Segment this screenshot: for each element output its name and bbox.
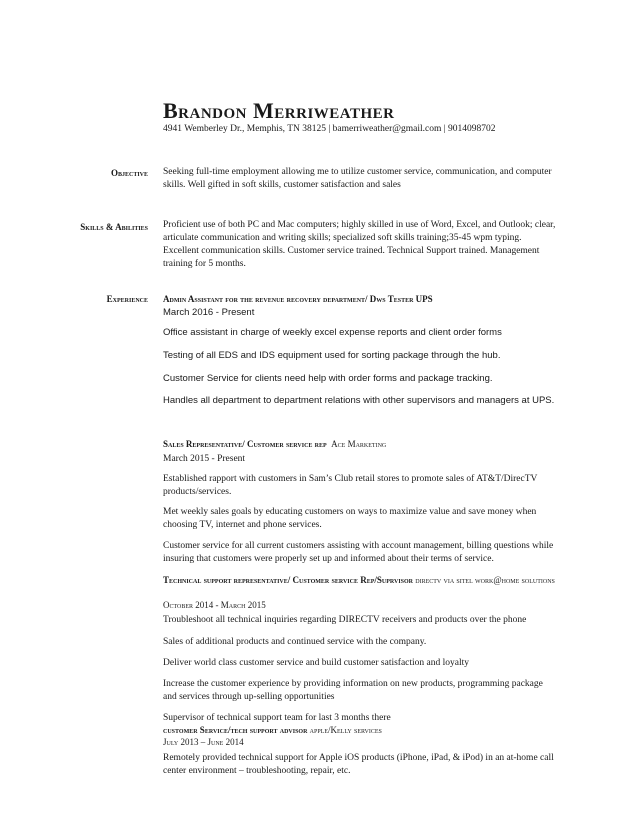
job3-title: [163, 574, 563, 586]
job1-title: Admin Assistant for the revenue recovery department/ Dws Tester UPS: [163, 294, 433, 304]
skills-text: Proficient use of both PC and Mac computers; highly skilled in use of Word, Excel, and Outlook; clear, articulate communication and writing skills; specialized soft skills training;35-45 wpm typing. Excellent communication skills. Customer service trained. Technical Support trained. Management training for 5 months.: [163, 220, 556, 269]
job2-title-text: Sales Representative/ Customer service rep: [163, 439, 327, 449]
job3-bullet-2: Sales of additional products and continued service with the company.: [163, 637, 427, 647]
skills-label: Skills & Abilities: [80, 222, 148, 232]
job4-dates: July 2013 – June 2014: [163, 737, 244, 747]
job2-bullet-1: Established rapport with customers in Sam’s Club retail stores to promote sales of AT&T/DirecTV products/services.: [163, 474, 538, 497]
job2-dates: March 2015 - Present: [163, 454, 246, 464]
job3-title-text: Technical support representative/ Customer service Rep/Suprvisor: [163, 575, 413, 585]
job2-bullet-3: Customer service for all current customers assisting with account management, billing questions while insuring that customers were properly set up and informed about their terms of service.: [163, 541, 554, 564]
job2-bullet-2: Met weekly sales goals by educating customers on ways to maximize value and save money when choosing TV, internet and phone services.: [163, 507, 537, 530]
contact-line: 4941 Wemberley Dr., Memphis, TN 38125 | bamerriweather@gmail.com | 9014098702: [163, 124, 496, 134]
objective-text: Seeking full-time employment allowing me to utilize customer service, communication, and computer skills. Well gifted in soft skills, customer satisfaction and sales: [163, 167, 552, 190]
job3-bullet-5: Supervisor of technical support team for last 3 months there: [163, 713, 391, 723]
job3-bullet-3: Deliver world class customer service and build customer satisfaction and loyalty: [163, 658, 470, 668]
job1-bullet-1: Office assistant in charge of weekly excel expense reports and client order forms: [163, 327, 502, 338]
job4-title: [163, 724, 563, 736]
job3-bullet-1: Troubleshoot all technical inquiries regarding DIRECTV receivers and products over the phone: [163, 615, 527, 625]
resume-name: Brandon Merriweather: [163, 98, 395, 123]
job1-bullet-2: Testing of all EDS and IDS equipment used for sorting package through the hub.: [163, 350, 501, 361]
job1-dates: March 2016 - Present: [163, 307, 255, 318]
job1-bullet-3: Customer Service for clients need help with order forms and package tracking.: [163, 373, 493, 384]
objective-label: Objective: [110, 168, 148, 178]
job3-bullet-4: Increase the customer experience by providing information on new products, programming package and services through up-selling opportunities: [163, 679, 543, 702]
job2-company: Ace Marketing: [331, 439, 387, 449]
job3-dates: October 2014 - March 2015: [163, 600, 266, 610]
job3-company: directv via sitel work@home solutions: [415, 575, 555, 585]
job2-title: [163, 438, 563, 450]
job1-bullet-4: Handles all department to department relations with other supervisors and managers at UPS.: [163, 395, 555, 406]
job4-company: apple/Kelly services: [309, 725, 382, 735]
job4-title-text: customer Service/tech support advisor: [163, 725, 308, 735]
experience-label: Experience: [106, 294, 148, 304]
job4-bullet-1: Remotely provided technical support for Apple iOS products (iPhone, iPad, & iPod) in an at-home call center environment – troubleshooting, repair, etc.: [163, 753, 554, 776]
